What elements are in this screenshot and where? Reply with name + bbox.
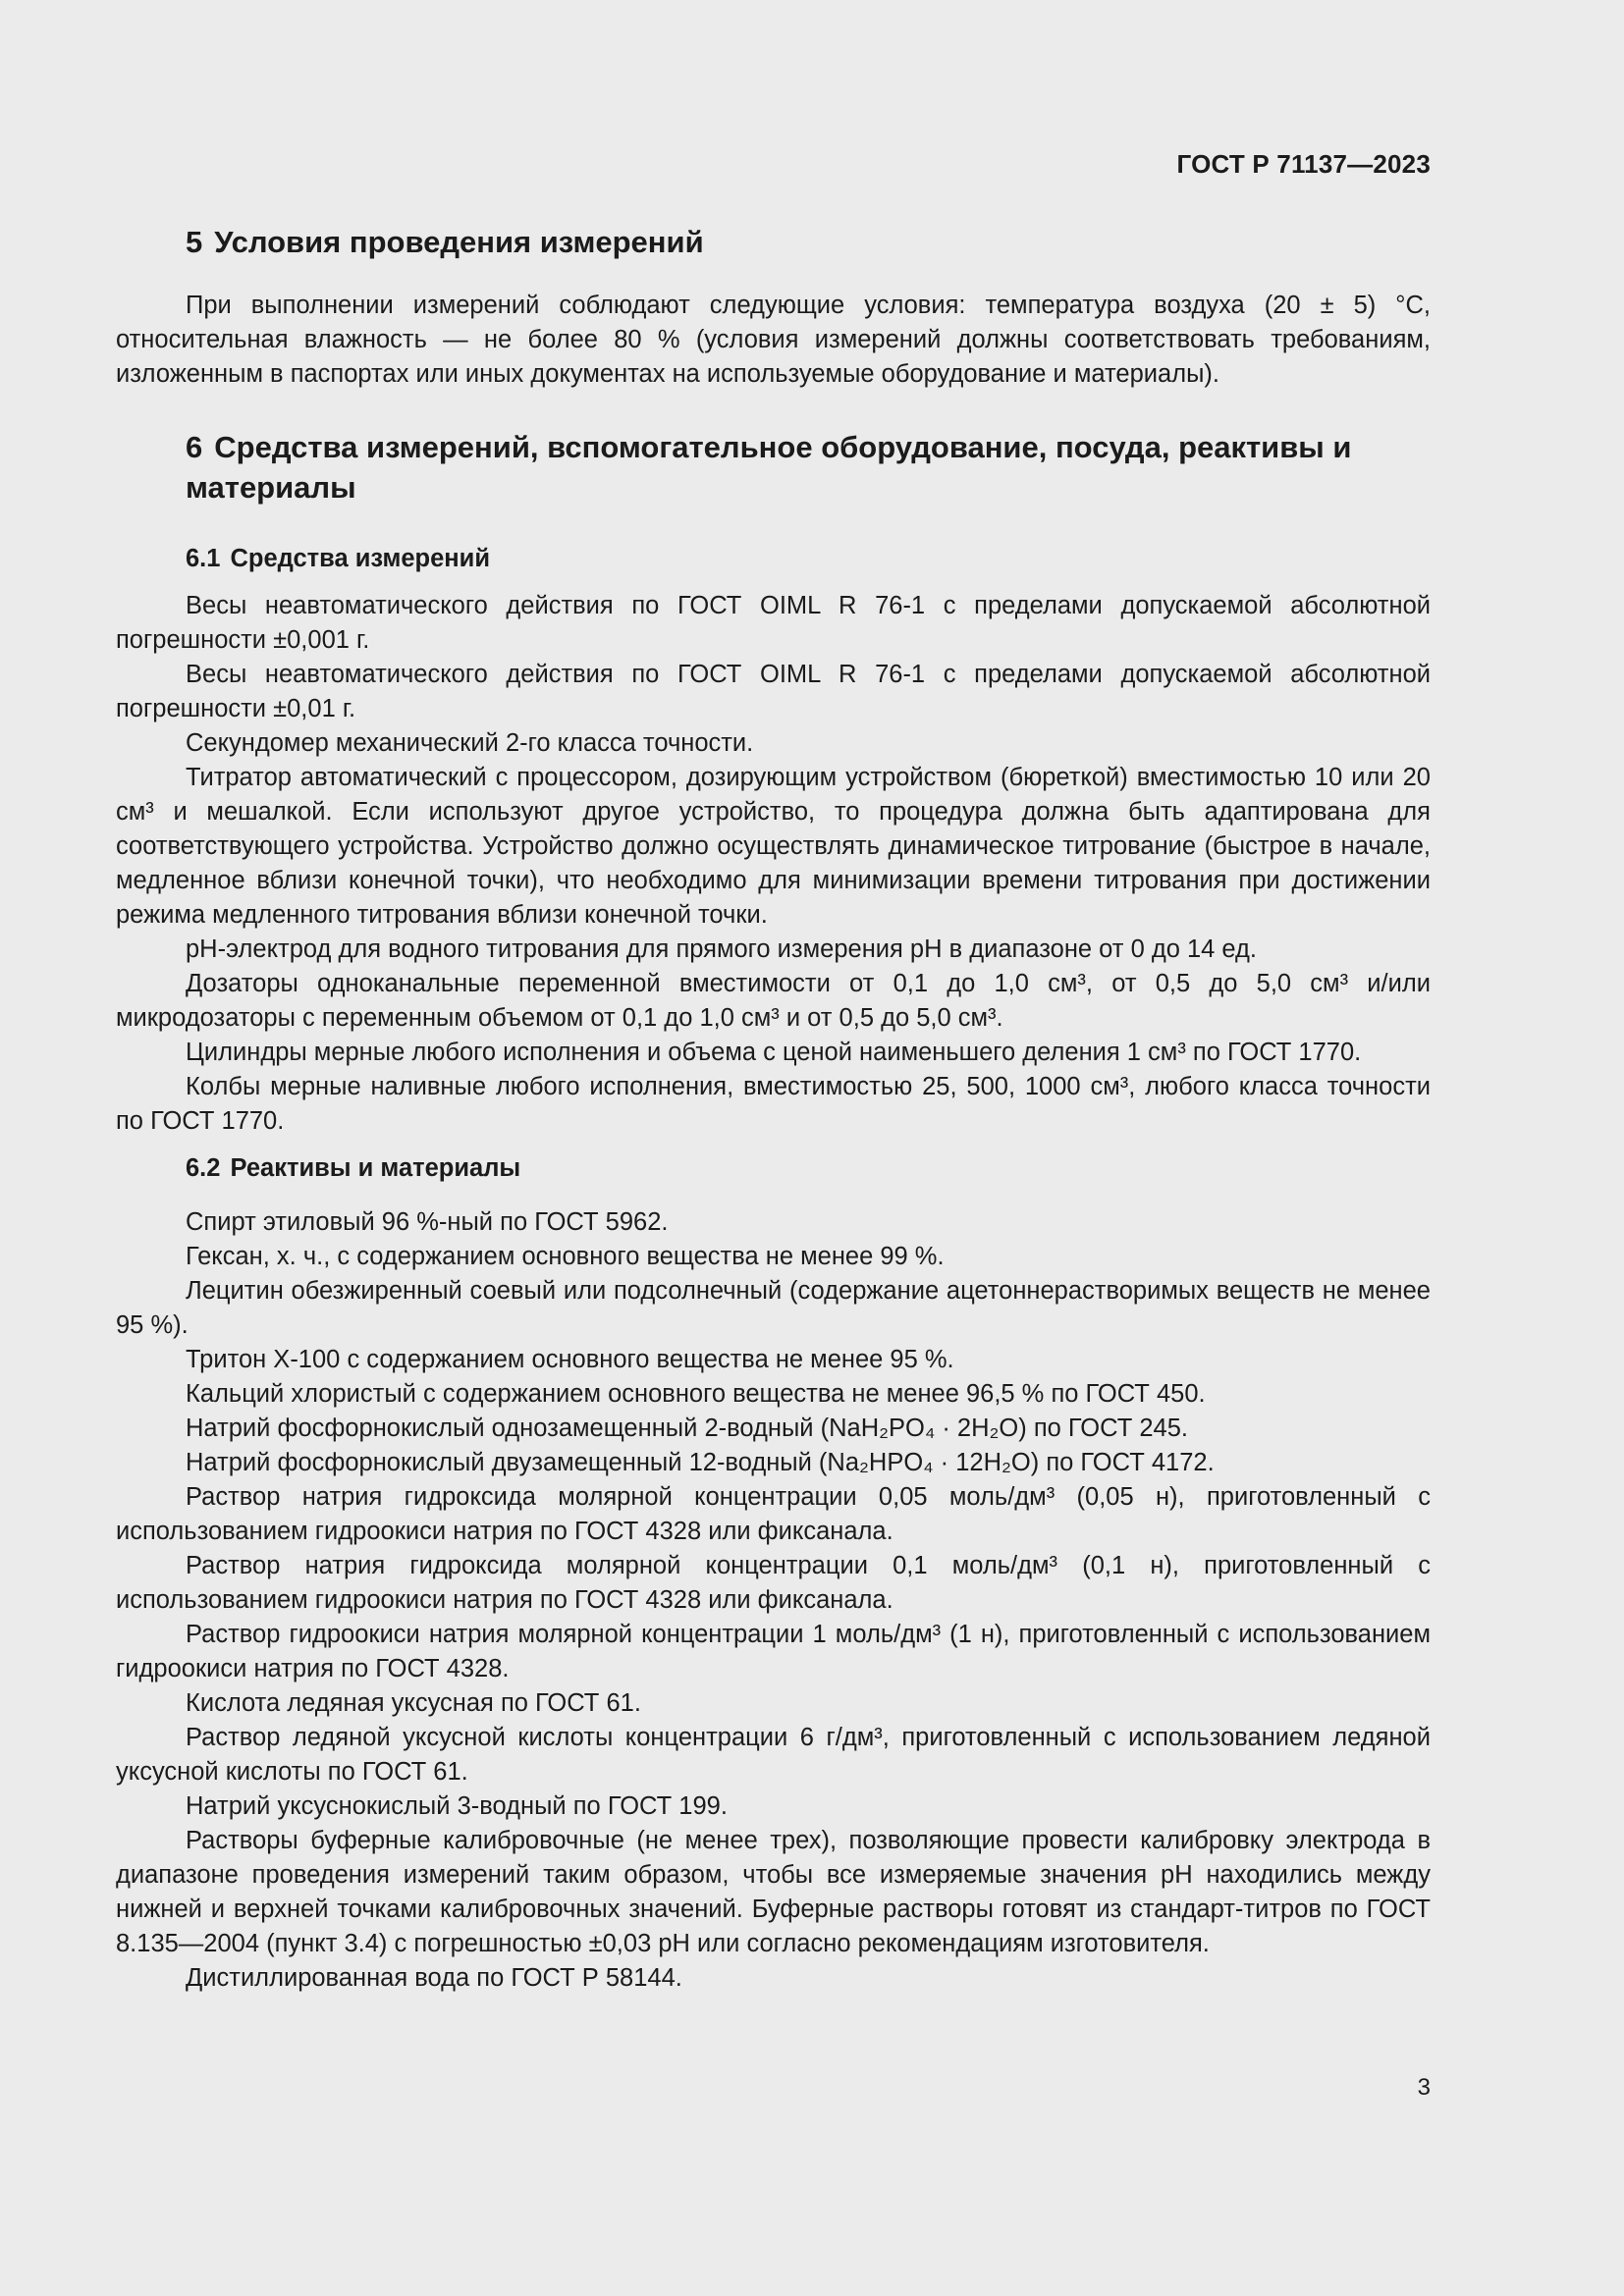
paragraph: Раствор натрия гидроксида молярной концентрации 0,1 моль/дм³ (0,1 н), приготовленный с использованием гидроокиси натрия по ГОСТ 4328 или фиксанала. [116, 1552, 1431, 1614]
subsection-number: 6.1 [186, 545, 221, 572]
paragraph: Лецитин обезжиренный соевый или подсолнечный (содержание ацетоннерастворимых веществ не менее 95 %). [116, 1277, 1431, 1339]
paragraph: рН-электрод для водного титрования для прямого измерения рН в диапазоне от 0 до 14 ед. [186, 935, 1258, 963]
paragraph: Секундомер механический 2-го класса точности. [186, 729, 754, 757]
section-number: 6 [186, 430, 203, 464]
page-number: 3 [1417, 2074, 1431, 2101]
paragraph: Кальций хлористый с содержанием основного вещества не менее 96,5 % по ГОСТ 450. [186, 1380, 1206, 1408]
paragraph: Цилиндры мерные любого исполнения и объема с ценой наименьшего деления 1 см³ по ГОСТ 1770. [186, 1039, 1362, 1066]
document-body [116, 222, 1431, 1996]
paragraph: Спирт этиловый 96 %-ный по ГОСТ 5962. [186, 1208, 669, 1236]
paragraph: Кислота ледяная уксусная по ГОСТ 61. [186, 1689, 641, 1717]
document-page [116, 0, 1431, 2296]
paragraph: Титратор автоматический с процессором, дозирующим устройством (бюреткой) вместимостью 10 или 20 см³ и мешалкой. Если используют другое устройство, то процедура должна быть адаптирована для соответствующего устройства. Устройство должно осуществлять динамическое титрование (быстрое в начале, медленное вблизи конечной точки), что необходимо для минимизации времени титрования при достижении режима медленного титрования вблизи конечной точки. [116, 764, 1431, 929]
paragraph: Весы неавтоматического действия по ГОСТ OIML R 76-1 с пределами допускаемой абсолютной погрешности ±0,001 г. [116, 592, 1431, 654]
section-5-heading [116, 222, 1431, 262]
section-title: Условия проведения измерений [214, 225, 704, 259]
paragraph: Дозаторы одноканальные переменной вместимости от 0,1 до 1,0 см³, от 0,5 до 5,0 см³ и/или микродозаторы с переменным объемом от 0,1 до 1,0 см³ и от 0,5 до 5,0 см³. [116, 970, 1431, 1032]
paragraph: Дистиллированная вода по ГОСТ Р 58144. [186, 1964, 682, 1992]
paragraph: Натрий фосфорнокислый однозамещенный 2-водный (NaH₂PO₄ · 2H₂O) по ГОСТ 245. [186, 1415, 1188, 1442]
paragraph: При выполнении измерений соблюдают следующие условия: температура воздуха (20 ± 5) °С, относительная влажность — не более 80 % (условия измерений должны соответствовать требованиям, изложенным в паспортах или иных документах на используемые оборудование и материалы). [116, 292, 1431, 388]
paragraph: Раствор ледяной уксусной кислоты концентрации 6 г/дм³, приготовленный с использованием ледяной уксусной кислоты по ГОСТ 61. [116, 1724, 1431, 1786]
section-number: 5 [186, 225, 203, 259]
paragraph: Тритон Х-100 с содержанием основного вещества не менее 95 %. [186, 1346, 954, 1373]
paragraph: Натрий фосфорнокислый двузамещенный 12-водный (Na₂HPO₄ · 12H₂O) по ГОСТ 4172. [186, 1449, 1215, 1476]
document-code-header: ГОСТ Р 71137—2023 [1176, 149, 1431, 179]
paragraph: Растворы буферные калибровочные (не менее трех), позволяющие провести калибровку электрода в диапазоне проведения измерений таким образом, чтобы все измеряемые значения рН находились между нижней и верхней точками калибровочных значений. Буферные растворы готовят из стандарт-титров по ГОСТ 8.135—2004 (пункт 3.4) с погрешностью ±0,03 рН или согласно рекомендациям изготовителя. [116, 1827, 1431, 1957]
section-6-heading [116, 427, 1431, 507]
paragraph: Натрий уксуснокислый 3-водный по ГОСТ 199. [186, 1792, 728, 1820]
subsection-title: Реактивы и материалы [230, 1154, 521, 1182]
subsection-title: Средства измерений [230, 545, 491, 572]
section-title: Средства измерений, вспомогательное оборудование, посуда, реактивы и материалы [186, 430, 1352, 505]
paragraph: Раствор натрия гидроксида молярной концентрации 0,05 моль/дм³ (0,05 н), приготовленный с использованием гидроокиси натрия по ГОСТ 4328 или фиксанала. [116, 1483, 1431, 1545]
subsection-6-1-heading [116, 541, 1431, 576]
subsection-6-2-heading [116, 1150, 1431, 1186]
paragraph: Колбы мерные наливные любого исполнения, вместимостью 25, 500, 1000 см³, любого класса точности по ГОСТ 1770. [116, 1073, 1431, 1135]
subsection-number: 6.2 [186, 1154, 221, 1182]
paragraph: Раствор гидроокиси натрия молярной концентрации 1 моль/дм³ (1 н), приготовленный с использованием гидроокиси натрия по ГОСТ 4328. [116, 1621, 1431, 1682]
paragraph: Весы неавтоматического действия по ГОСТ OIML R 76-1 с пределами допускаемой абсолютной погрешности ±0,01 г. [116, 661, 1431, 722]
paragraph: Гексан, х. ч., с содержанием основного вещества не менее 99 %. [186, 1243, 945, 1270]
